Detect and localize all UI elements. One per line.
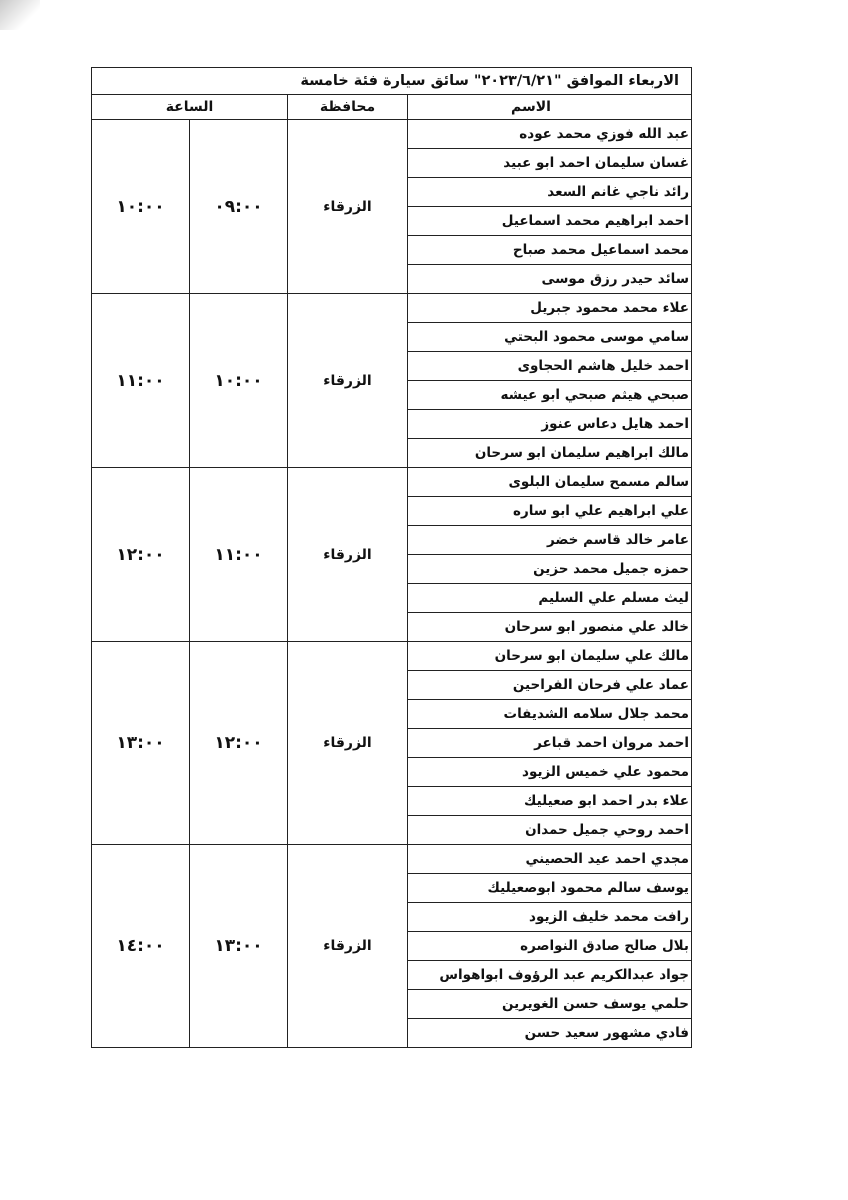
table-row: [92, 468, 692, 497]
candidate-name: جواد عبدالكريم عبد الرؤوف ابواهواس: [408, 961, 692, 990]
end-time: ١٣:٠٠: [92, 642, 190, 845]
candidate-name: عماد علي فرحان الفراحين: [408, 671, 692, 700]
start-time: ١١:٠٠: [190, 468, 288, 642]
candidate-name: عبد الله فوزي محمد عوده: [408, 120, 692, 149]
candidate-name: سامي موسى محمود البحتي: [408, 323, 692, 352]
candidate-name: احمد روحي جميل حمدان: [408, 816, 692, 845]
header-row: [92, 95, 692, 120]
exam-schedule-table: [91, 67, 692, 1048]
table-row: [92, 845, 692, 874]
candidate-name: محمود علي خميس الزيود: [408, 758, 692, 787]
candidate-name: صبحي هيثم صبحي ابو عيشه: [408, 381, 692, 410]
start-time: ٠٩:٠٠: [190, 120, 288, 294]
candidate-name: خالد علي منصور ابو سرحان: [408, 613, 692, 642]
candidate-name: رافت محمد خليف الزيود: [408, 903, 692, 932]
candidate-name: سالم مسمح سليمان البلوى: [408, 468, 692, 497]
governorate-header: محافظة: [288, 95, 408, 120]
end-time: ١٢:٠٠: [92, 468, 190, 642]
time-header: الساعة: [92, 95, 288, 120]
candidate-name: محمد اسماعيل محمد صباح: [408, 236, 692, 265]
start-time: ١٢:٠٠: [190, 642, 288, 845]
candidate-name: علي ابراهيم علي ابو ساره: [408, 497, 692, 526]
candidate-name: احمد مروان احمد قباعر: [408, 729, 692, 758]
candidate-name: حلمي يوسف حسن الغويرين: [408, 990, 692, 1019]
candidate-name: يوسف سالم محمود ابوصعيليك: [408, 874, 692, 903]
candidate-name: محمد جلال سلامه الشديفات: [408, 700, 692, 729]
candidate-name: احمد خليل هاشم الحجاوى: [408, 352, 692, 381]
candidate-name: علاء بدر احمد ابو صعيليك: [408, 787, 692, 816]
candidate-name: غسان سليمان احمد ابو عبيد: [408, 149, 692, 178]
candidate-name: رائد ناجي غانم السعد: [408, 178, 692, 207]
table-row: [92, 294, 692, 323]
candidate-name: حمزه جميل محمد حزين: [408, 555, 692, 584]
name-header: الاسم: [408, 95, 692, 120]
governorate: الزرقاء: [288, 845, 408, 1048]
candidate-name: بلال صالح صادق النواصره: [408, 932, 692, 961]
candidate-name: مالك علي سليمان ابو سرحان: [408, 642, 692, 671]
start-time: ١٣:٠٠: [190, 845, 288, 1048]
scan-corner-shadow: [0, 0, 40, 30]
candidate-name: مالك ابراهيم سليمان ابو سرحان: [408, 439, 692, 468]
table-row: [92, 642, 692, 671]
candidate-name: فادي مشهور سعيد حسن: [408, 1019, 692, 1048]
candidate-name: مجدي احمد عيد الحصيني: [408, 845, 692, 874]
end-time: ١١:٠٠: [92, 294, 190, 468]
candidate-name: علاء محمد محمود جبريل: [408, 294, 692, 323]
candidate-name: عامر خالد قاسم خضر: [408, 526, 692, 555]
candidate-name: احمد هايل دعاس عنوز: [408, 410, 692, 439]
governorate: الزرقاء: [288, 294, 408, 468]
start-time: ١٠:٠٠: [190, 294, 288, 468]
candidate-name: سائد حيدر رزق موسى: [408, 265, 692, 294]
end-time: ١٠:٠٠: [92, 120, 190, 294]
candidate-name: ليث مسلم علي السليم: [408, 584, 692, 613]
governorate: الزرقاء: [288, 642, 408, 845]
title-row: [92, 68, 692, 95]
governorate: الزرقاء: [288, 468, 408, 642]
end-time: ١٤:٠٠: [92, 845, 190, 1048]
governorate: الزرقاء: [288, 120, 408, 294]
schedule-title: الاربعاء الموافق "٢٠٢٣/٦/٢١" سائق سيارة فئة خامسة: [92, 68, 692, 95]
candidate-name: احمد ابراهيم محمد اسماعيل: [408, 207, 692, 236]
table-row: [92, 120, 692, 149]
